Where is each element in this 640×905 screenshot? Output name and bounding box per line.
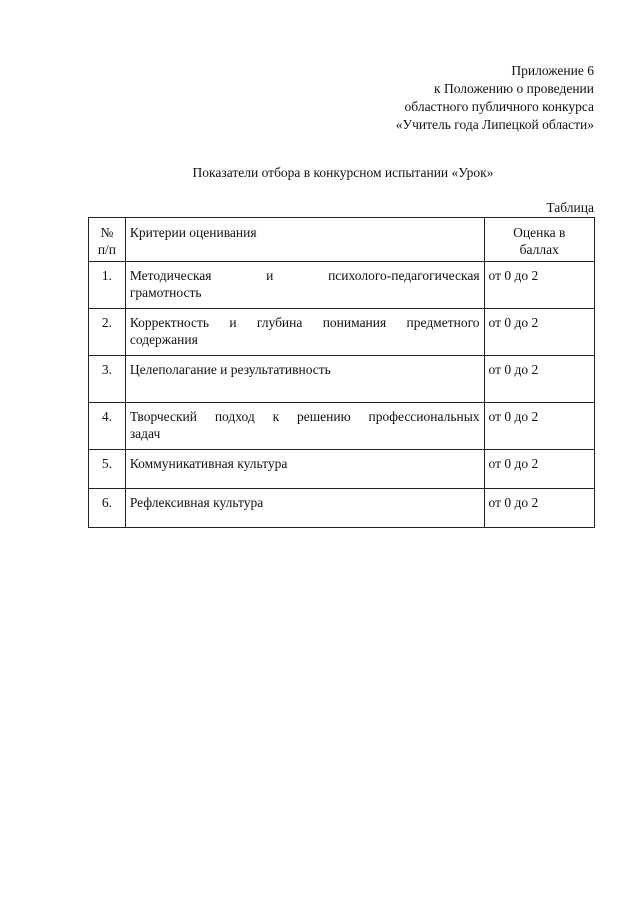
row-criterion <box>125 309 484 356</box>
table-row <box>89 356 595 403</box>
row-score: от 0 до 2 <box>484 309 594 356</box>
appendix-line-3: областного публичного конкурса <box>404 99 594 114</box>
header-score-line-2: баллах <box>519 242 559 257</box>
header-score-line-1: Оценка в <box>513 225 566 240</box>
row-score: от 0 до 2 <box>484 403 594 450</box>
row-criterion-line-1: Методическая и психолого-педагогическая <box>129 268 480 283</box>
table-row <box>89 262 595 309</box>
appendix-line-4: «Учитель года Липецкой области» <box>395 117 594 132</box>
appendix-heading <box>396 62 594 134</box>
row-criterion <box>125 489 484 528</box>
row-criterion-line-2: задач <box>129 426 161 441</box>
row-score: от 0 до 2 <box>484 356 594 403</box>
row-criterion-line-1: Корректность и глубина понимания предметного <box>129 315 480 330</box>
row-number: 6. <box>89 489 126 528</box>
criteria-table <box>88 217 595 528</box>
row-number: 3. <box>89 356 126 403</box>
row-criterion <box>125 262 484 309</box>
row-number: 4. <box>89 403 126 450</box>
header-number-line-1: № <box>100 225 114 240</box>
row-criterion-line-2: содержания <box>129 332 198 347</box>
row-criterion-line-1: Целеполагание и результативность <box>129 362 331 377</box>
table-row <box>89 309 595 356</box>
row-score: от 0 до 2 <box>484 262 594 309</box>
header-score <box>484 218 594 262</box>
table-row <box>89 489 595 528</box>
header-number-line-2: п/п <box>97 242 117 257</box>
row-score: от 0 до 2 <box>484 489 594 528</box>
row-number: 1. <box>89 262 126 309</box>
header-criteria: Критерии оценивания <box>125 218 484 262</box>
row-criterion-line-1: Творческий подход к решению профессиональных <box>129 409 480 424</box>
row-criterion-line-1: Коммуникативная культура <box>129 456 288 471</box>
appendix-line-1: Приложение 6 <box>511 63 594 78</box>
row-number: 2. <box>89 309 126 356</box>
table-header-row <box>89 218 595 262</box>
row-number: 5. <box>89 450 126 489</box>
header-number <box>89 218 126 262</box>
table-row <box>89 450 595 489</box>
row-criterion-line-2: грамотность <box>129 285 202 300</box>
row-criterion-line-1: Рефлексивная культура <box>129 495 264 510</box>
table-row <box>89 403 595 450</box>
row-criterion <box>125 450 484 489</box>
row-criterion <box>125 356 484 403</box>
table-label: Таблица <box>546 200 594 215</box>
row-score: от 0 до 2 <box>484 450 594 489</box>
document-title: Показатели отбора в конкурсном испытании «Урок» <box>192 165 494 180</box>
row-criterion <box>125 403 484 450</box>
appendix-line-2: к Положению о проведении <box>434 81 594 96</box>
